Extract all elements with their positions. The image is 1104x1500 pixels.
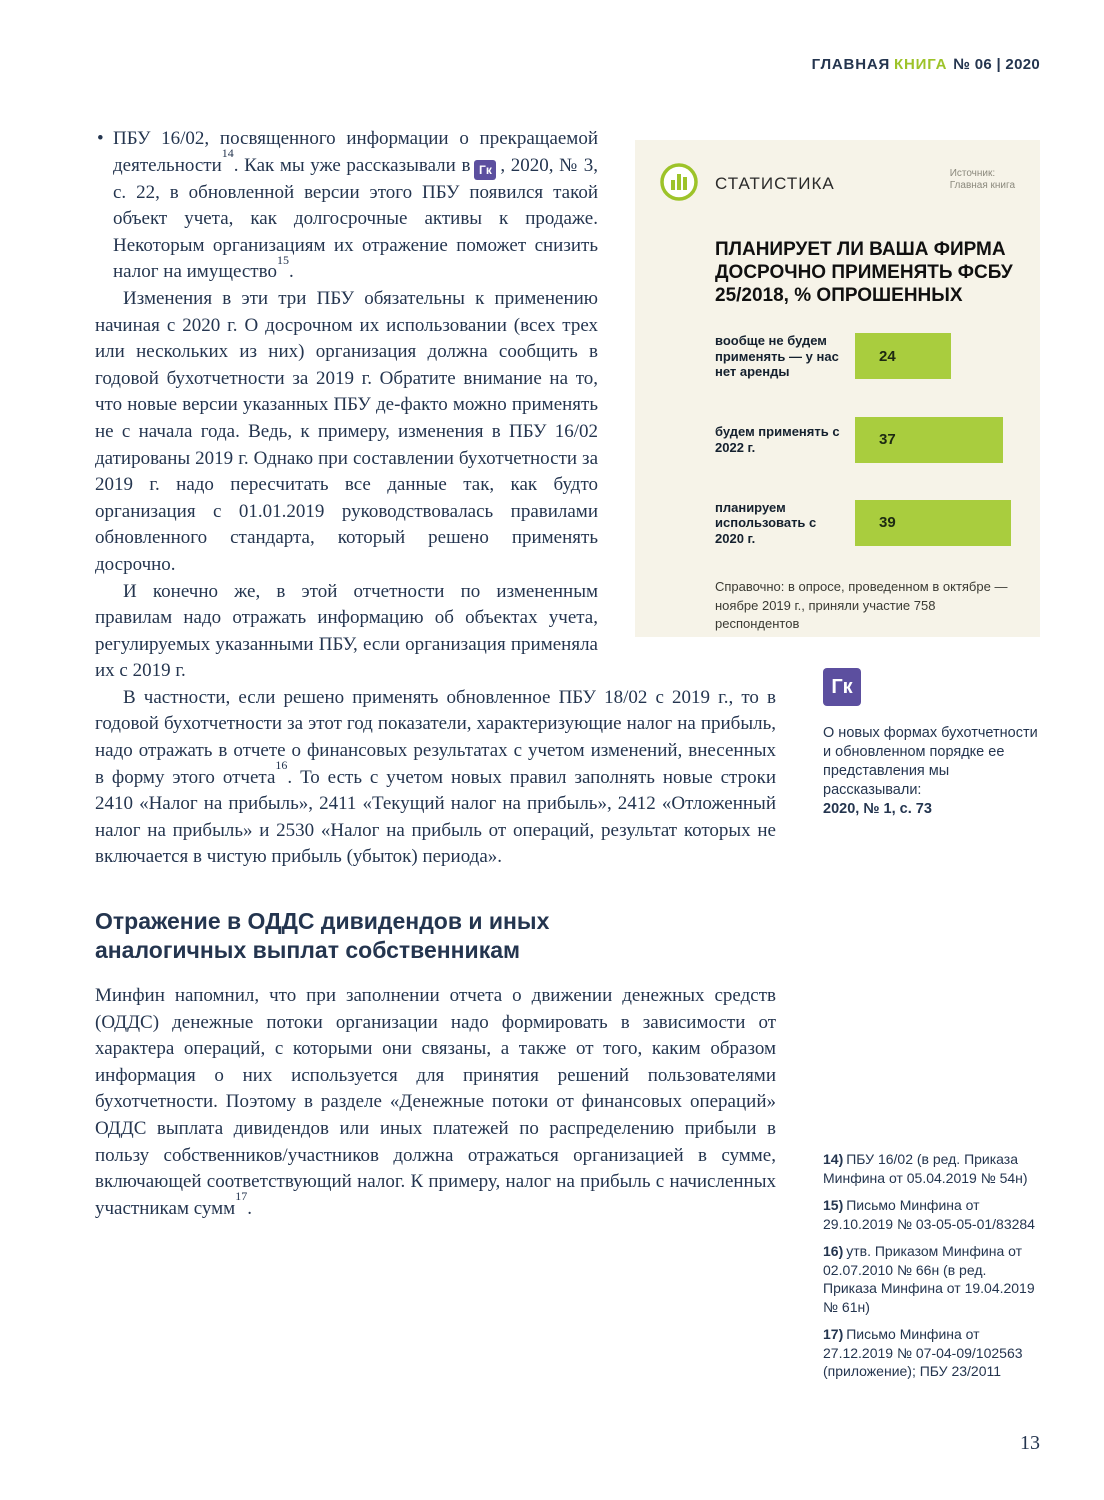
bar-label: планируем использовать с 2020 г. — [715, 499, 817, 546]
paragraph-text: . То есть с учетом новых правил заполнять новые строки 2410 «Налог на прибыль», 2411 «Текущий налог на прибыль», 2412 «Отложенный налог на прибыль» и 2530 «Налог на прибыль от операций, результат которых не включается в чистую прибыль (убыток) периода». — [95, 766, 776, 868]
bar-value: 24 — [879, 347, 896, 365]
paragraph-text: . Как мы уже рассказывали в — [233, 154, 471, 176]
paragraph-text: . — [288, 261, 294, 283]
sidebar-note-text: О новых формах бухотчетности и обновленном порядке ее представления мы рассказывали: — [823, 725, 1038, 798]
chart-row — [715, 333, 1015, 380]
bar-value: 37 — [879, 431, 896, 448]
brand-glavnaya: ГЛАВНАЯ — [811, 56, 891, 73]
footnote-ref-16: 16 — [275, 758, 288, 773]
paragraph-changes-three-pbu: Изменения в эти три ПБУ обязательны к применению начиная с 2020 г. О досрочном их использовании (всех трех или нескольких из них) организация должна сообщить в годовой бухотчетности за 2019 г. Обратите внимание на то, что новые версии указанных ПБУ де-факто можно применять не с начала года. Ведь, к примеру, изменения в ПБУ 16/02 датированы 2019 г. Однако при составлении бухотчетности за 2019 г. надо пересчитать все данные так, как будто организация с 01.01.2019 руководствовалась правилами обновленного стандарта, который решено применять досрочно. — [95, 287, 598, 575]
footnote-number: 16) — [823, 1243, 844, 1259]
footnotes-list — [823, 1150, 1041, 1390]
bar-chart-icon — [659, 162, 699, 202]
bar-track — [855, 417, 1015, 463]
bar-track — [855, 333, 1015, 379]
footnote-text: Письмо Минфина от 27.12.2019 № 07-04-09/102563 (приложение); ПБУ 23/2011 — [823, 1326, 1023, 1379]
chart-row — [715, 500, 1015, 547]
bar-label: будем применять с 2022 г. — [715, 424, 840, 455]
bar — [855, 417, 1003, 463]
bar-label: вообще не будем применять — у нас нет аренды — [715, 333, 839, 379]
footnote-item — [823, 1150, 1041, 1187]
brand-kniga: КНИГА — [894, 56, 948, 73]
footnote-text: Письмо Минфина от 29.10.2019 № 03-05-05-01/83284 — [823, 1197, 1035, 1232]
bar — [855, 500, 1011, 546]
page-number: 13 — [1020, 1432, 1040, 1454]
footnote-number: 15) — [823, 1197, 844, 1213]
bar — [855, 333, 951, 379]
footnote-ref-14: 14 — [221, 146, 234, 161]
footnote-number: 14) — [823, 1151, 844, 1167]
sidebar-note-reference: 2020, № 1, с. 73 — [823, 801, 932, 817]
chart-row — [715, 417, 1015, 463]
bar-track — [855, 500, 1015, 546]
statistics-header — [715, 166, 1015, 206]
paragraph-text: ПБУ 16/02, посвященного информации о прекращаемой деятельности — [113, 128, 598, 176]
source-line: Источник: — [949, 168, 996, 179]
paragraph-v-chastnosti — [95, 685, 776, 871]
bar-value: 39 — [879, 514, 896, 532]
statistics-box — [635, 140, 1040, 637]
footnote-text: утв. Приказом Минфина от 02.07.2010 № 66н (в ред. Приказа Минфина от 19.04.2019 № 61н) — [823, 1243, 1035, 1315]
sidebar-reference-note — [823, 668, 1040, 819]
chart-title: ПЛАНИРУЕТ ЛИ ВАША ФИРМА ДОСРОЧНО ПРИМЕНЯТЬ ФСБУ 25/2018, % ОПРОШЕННЫХ — [715, 239, 1013, 306]
gk-logo-icon: Гк — [823, 668, 861, 706]
gk-logo-inline-icon: Гк — [474, 160, 496, 180]
survey-note: Справочно: в опросе, проведенном в октябре — ноябре 2019 г., приняли участие 758 респондентов — [715, 579, 1008, 631]
paragraph-text: . — [247, 1197, 252, 1219]
paragraph-text: , 2020, № 3, с. 22, в обновленной версии этого ПБУ появился такой объект учета, как долгосрочные активы к продаже. Некоторым организациям их отражение поможет снизить налог на имущество — [113, 154, 598, 283]
bar-chart — [715, 333, 1015, 546]
footnote-text: ПБУ 16/02 (в ред. Приказа Минфина от 05.04.2019 № 54н) — [823, 1151, 1028, 1186]
source-line: Главная книга — [949, 180, 1015, 191]
paragraph-minfin — [95, 983, 776, 1222]
paragraph-text: Минфин напомнил, что при заполнении отчета о движении денежных средств (ОДДС) денежные потоки организации надо формировать в зависимости от характера операций, с которыми они связаны, а также от того, каким образом информация о них используется для принятия решений пользователями бухотчетности. Поэтому в разделе «Денежные потоки от финансовых операций» ОДДС выплата дивидендов или иных платежей по распределению прибыли в пользу собственников/участников должна отражаться организацией в сумме, включающей соответствующий налог. К примеру, налог на прибыль с начисленных участникам сумм — [95, 985, 776, 1219]
footnote-item — [823, 1325, 1041, 1381]
bullet-marker: • — [97, 128, 104, 149]
statistics-source — [950, 168, 1015, 192]
footnote-ref-15: 15 — [276, 253, 289, 268]
footnote-item — [823, 1242, 1041, 1316]
paragraph-text: В частности, если решено применять обновленное ПБУ 18/02 с 2019 г., то в годовой бухотчетности за этот год показатели, характеризующие налог на прибыль, надо отражать в отчете о финансовых результатах с учетом изменений, внесенных в форму этого отчета — [95, 686, 776, 788]
issue-number: № 06 | 2020 — [953, 56, 1040, 73]
footnote-number: 17) — [823, 1326, 844, 1342]
footnote-ref-17: 17 — [235, 1189, 248, 1204]
section-heading-odds: Отражение в ОДДС дивидендов и иных аналогичных выплат собственникам — [95, 908, 550, 964]
paragraph-i-konechno: И конечно же, в этой отчетности по измененным правилам надо отражать информацию об объектах учета, регулируемых указанными ПБУ, если организация применяла их с 2019 г. — [95, 580, 598, 682]
masthead — [812, 56, 1040, 73]
statistics-label: СТАТИСТИКА — [715, 174, 835, 193]
footnote-item — [823, 1196, 1041, 1233]
